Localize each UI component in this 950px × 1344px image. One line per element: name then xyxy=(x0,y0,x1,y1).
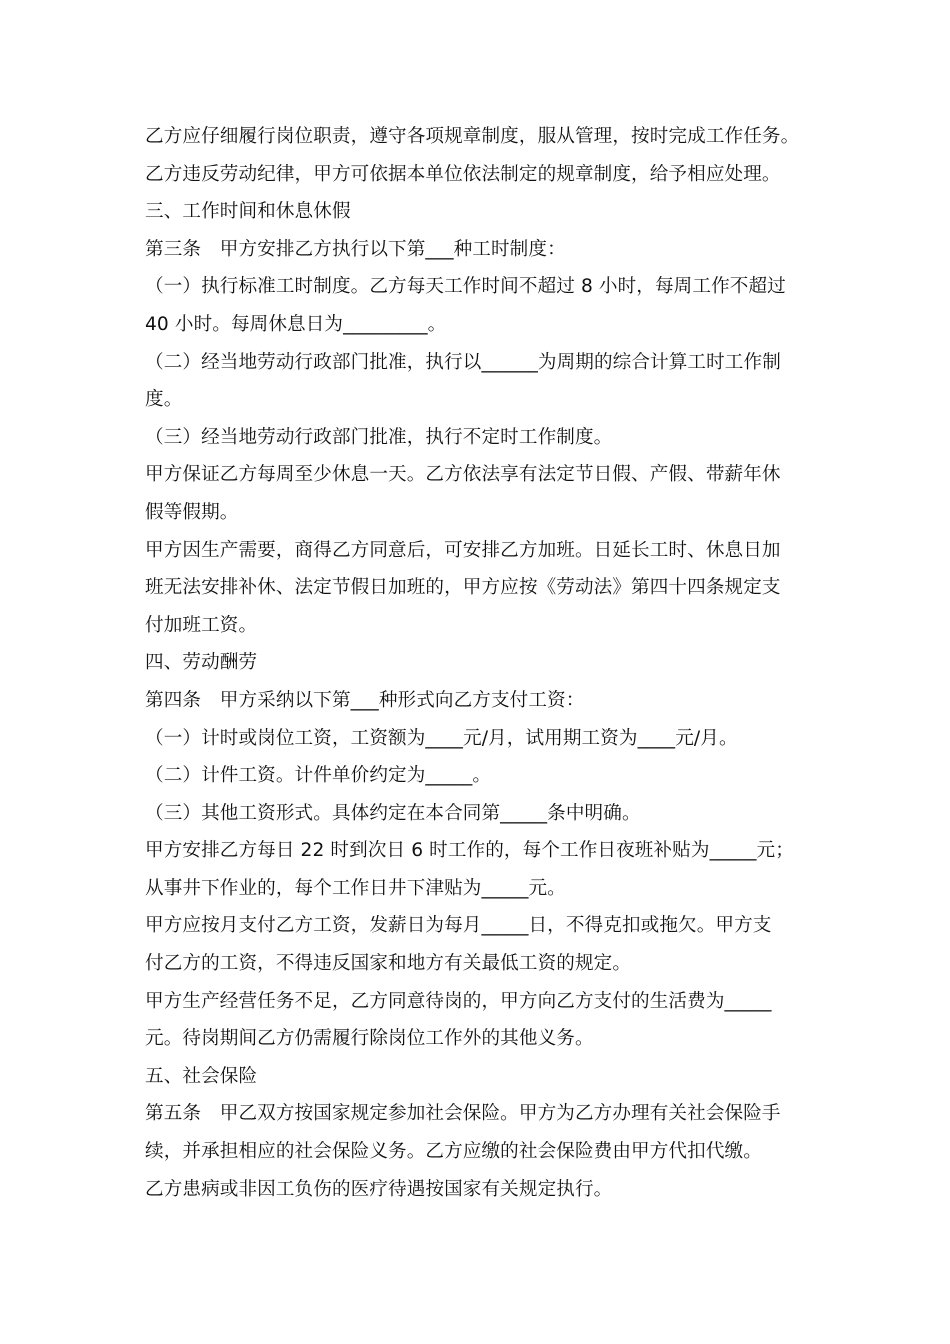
paragraph-line: 乙方应仔细履行岗位职责，遵守各项规章制度，服从管理，按时完成工作任务。 xyxy=(145,126,800,147)
paragraph-line: 乙方违反劳动纪律，甲方可依据本单位依法制定的规章制度，给予相应处理。 xyxy=(145,163,781,185)
paragraph-line: 元。待岗期间乙方仍需履行除岗位工作外的其他义务。 xyxy=(145,1028,594,1050)
paragraph-line: （一）计时或岗位工资，工资额为____元/月，试用期工资为____元/月。 xyxy=(145,727,738,749)
paragraph-line: （三）其他工资形式。具体约定在本合同第_____条中明确。 xyxy=(145,802,641,824)
article-line: 第五条 甲乙双方按国家规定参加社会保险。甲方为乙方办理有关社会保险手 xyxy=(145,1103,781,1125)
paragraph-line: 付乙方的工资，不得违反国家和地方有关最低工资的规定。 xyxy=(145,953,632,975)
paragraph-line: 续，并承担相应的社会保险义务。乙方应缴的社会保险费由甲方代扣代缴。 xyxy=(145,1141,762,1163)
paragraph-line: 乙方患病或非因工负伤的医疗待遇按国家有关规定执行。 xyxy=(145,1178,613,1200)
paragraph-line: 付加班工资。 xyxy=(145,614,258,636)
section-heading: 五、社会保险 xyxy=(145,1065,258,1087)
paragraph-line: （二）计件工资。计件单价约定为_____。 xyxy=(145,765,492,787)
paragraph-line: 甲方应按月支付乙方工资，发薪日为每月_____日，不得克扣或拖欠。甲方支 xyxy=(145,915,772,937)
article-line: 第四条 甲方采纳以下第___种形式向乙方支付工资： xyxy=(145,689,585,711)
paragraph-line: 甲方安排乙方每日 22 时到次日 6 时工作的，每个工作日夜班补贴为_____元； xyxy=(145,840,794,862)
article-line: 第三条 甲方安排乙方执行以下第___种工时制度： xyxy=(145,238,566,260)
paragraph-line: 甲方因生产需要，商得乙方同意后，可安排乙方加班。日延长工时、休息日加 xyxy=(145,539,781,561)
paragraph-line: 度。 xyxy=(145,389,183,411)
paragraph-line: 从事井下作业的，每个工作日井下津贴为_____元。 xyxy=(145,877,566,899)
document-body xyxy=(145,118,811,1208)
paragraph-line: 甲方生产经营任务不足，乙方同意待岗的，甲方向乙方支付的生活费为_____ xyxy=(145,990,772,1012)
section-heading: 四、劳动酬劳 xyxy=(145,652,258,674)
paragraph-line: （二）经当地劳动行政部门批准，执行以______为周期的综合计算工时工作制 xyxy=(145,351,781,373)
paragraph-line: （一）执行标准工时制度。乙方每天工作时间不超过 8 小时，每周工作不超过 xyxy=(145,276,786,298)
paragraph-line: （三）经当地劳动行政部门批准，执行不定时工作制度。 xyxy=(145,426,613,448)
paragraph-line: 40 小时。每周休息日为_________。 xyxy=(145,313,447,335)
paragraph-line: 班无法安排补休、法定节假日加班的，甲方应按《劳动法》第四十四条规定支 xyxy=(145,577,781,599)
paragraph-line: 假等假期。 xyxy=(145,501,239,523)
section-heading: 三、工作时间和休息休假 xyxy=(145,201,351,223)
paragraph-line: 甲方保证乙方每周至少休息一天。乙方依法享有法定节日假、产假、带薪年休 xyxy=(145,464,781,486)
